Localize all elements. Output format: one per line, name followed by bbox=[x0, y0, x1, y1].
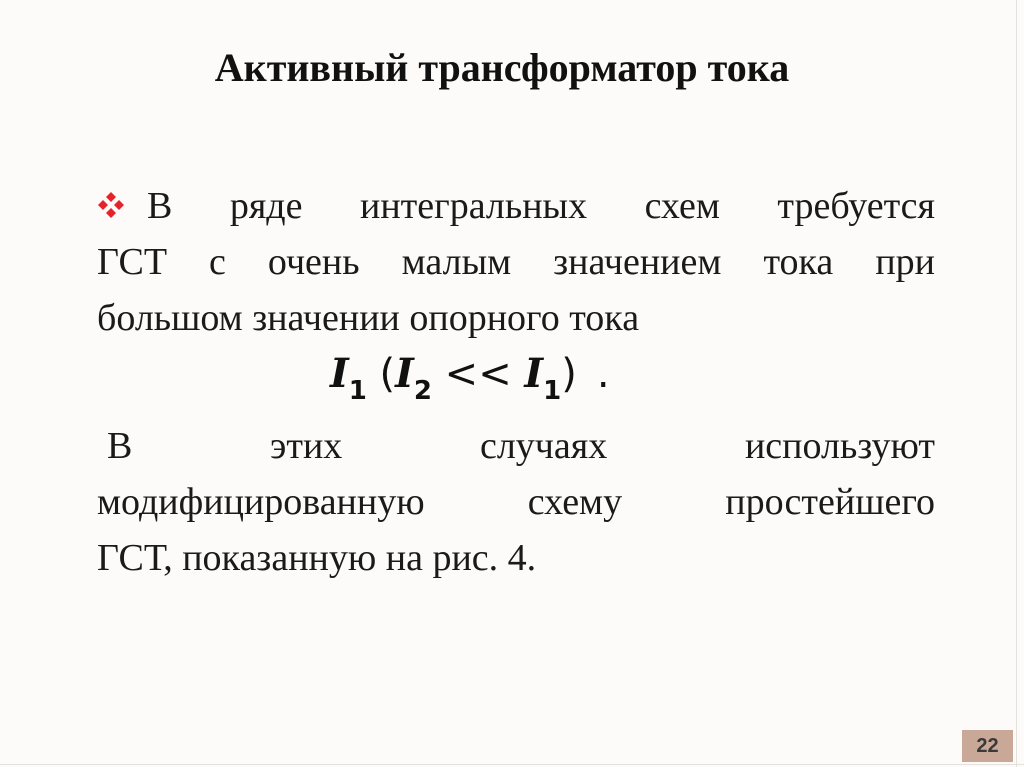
formula-sub-2: 2 bbox=[413, 376, 432, 406]
paragraph-1 bbox=[97, 178, 935, 346]
formula-var-i1-ref: I bbox=[524, 350, 544, 397]
paragraph-2-line-1: В этих случаях используют bbox=[107, 425, 935, 467]
paragraph-1-line-3: большом значении опорного тока bbox=[97, 297, 640, 339]
current-relation-formula bbox=[330, 346, 730, 419]
paragraph-2-line-3: ГСТ, показанную на рис. 4. bbox=[97, 537, 537, 579]
paragraph-1-line-1-text: В ряде интегральных схем требуется bbox=[147, 185, 935, 227]
paragraph-1-line-1 bbox=[97, 178, 935, 234]
slide-frame-bottom-edge bbox=[0, 764, 1024, 765]
formula-sub-1-ref: 1 bbox=[543, 376, 562, 406]
formula-var-i2: I bbox=[395, 350, 414, 397]
formula-var-i1: I bbox=[330, 350, 349, 397]
slide-title: Активный трансформатор тока bbox=[214, 45, 790, 90]
slide-frame-right-edge bbox=[1016, 0, 1017, 767]
paragraph-2 bbox=[97, 418, 935, 586]
paragraph-2-line-2: модифицированную схему простейшего bbox=[97, 481, 935, 523]
diamond-quad-bullet-icon bbox=[97, 191, 125, 219]
formula-trailing-period: . bbox=[596, 351, 610, 397]
formula-open-paren: ( bbox=[379, 351, 396, 397]
page-number-badge: 22 bbox=[962, 730, 1013, 762]
paragraph-1-line-2: ГСТ с очень малым значением тока при bbox=[97, 241, 935, 283]
formula-close-paren: ) bbox=[561, 351, 577, 397]
formula-much-less-operator: << bbox=[444, 351, 512, 397]
formula-sub-1: 1 bbox=[348, 376, 367, 406]
